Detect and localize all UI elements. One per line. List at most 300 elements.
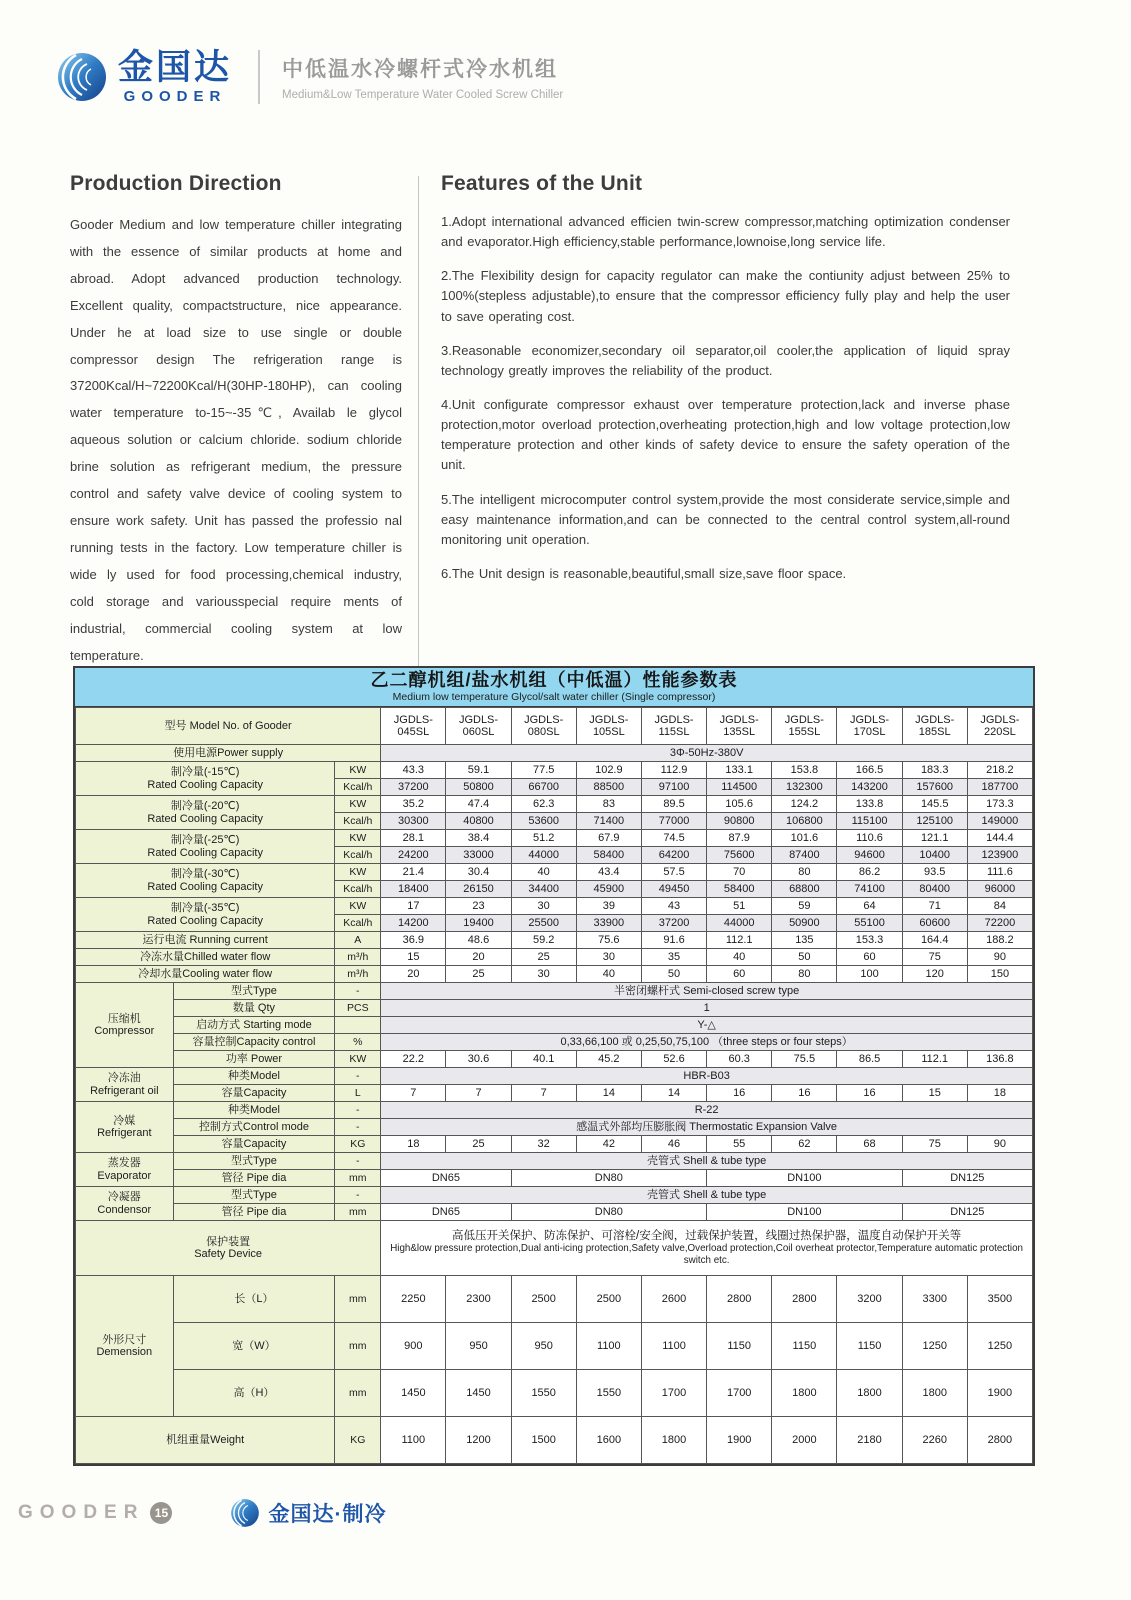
unit-cell: KW [335, 830, 381, 847]
production-heading: Production Direction [70, 172, 282, 195]
value-cell: 145.5 [902, 796, 967, 813]
table-row [76, 1085, 1033, 1102]
sub-label-cell: 型式Type [173, 1153, 335, 1170]
table-row [76, 1068, 1033, 1085]
value-cell: 45900 [576, 881, 641, 898]
sub-label-cell: 宽（W） [173, 1323, 335, 1370]
value-cell: 1100 [641, 1323, 706, 1370]
feature-item: 3.Reasonable economizer,secondary oil separator,oil cooler,the application of liquid spray technology greatly improves the reliability of the product. [441, 342, 1010, 378]
value-cell: 30300 [381, 813, 446, 830]
value-cell: 52.6 [641, 1051, 706, 1068]
page-header [56, 50, 563, 105]
footer-gooder-text: GOODER [18, 1502, 145, 1523]
value-cell: 136.8 [967, 1051, 1032, 1068]
value-cell: 150 [967, 966, 1032, 983]
value-cell: 1200 [446, 1417, 511, 1464]
value-cell: 16 [772, 1085, 837, 1102]
value-cell: 1100 [576, 1323, 641, 1370]
value-cell: 40 [707, 949, 772, 966]
unit-cell: mm [335, 1276, 381, 1323]
value-cell: 87.9 [707, 830, 772, 847]
unit-cell: L [335, 1085, 381, 1102]
value-cell: 34400 [511, 881, 576, 898]
value-cell: 115100 [837, 813, 902, 830]
value-cell: 121.1 [902, 830, 967, 847]
product-title-cn: 中低温水冷螺杆式冷水机组 [282, 58, 559, 82]
product-title-en: Medium&Low Temperature Water Cooled Screw Chiller [282, 89, 564, 102]
value-cell: 83 [576, 796, 641, 813]
table-row [76, 1000, 1033, 1017]
value-cell: 14 [576, 1085, 641, 1102]
value-cell: 91.6 [641, 932, 706, 949]
value-cell: 1550 [576, 1370, 641, 1417]
value-cell: 101.6 [772, 830, 837, 847]
features-heading: Features of the Unit [441, 172, 643, 195]
sub-label-cell: 控制方式Control mode [173, 1119, 335, 1136]
sub-label-cell: 型式Type [173, 1187, 335, 1204]
group-label-cell: 冷媒 Refrigerant [76, 1102, 174, 1153]
brand-name-en: GOODER [123, 87, 227, 105]
value-cell: 1500 [511, 1417, 576, 1464]
value-cell: 90 [967, 949, 1032, 966]
value-cell: DN100 [707, 1170, 903, 1187]
unit-cell: % [335, 1034, 381, 1051]
value-cell: 40.1 [511, 1051, 576, 1068]
value-cell: 900 [381, 1323, 446, 1370]
sub-label-cell: 启动方式 Starting mode [173, 1017, 335, 1034]
page-number-badge: 15 [150, 1502, 172, 1524]
table-row [76, 1323, 1033, 1370]
value-cell: 55100 [837, 915, 902, 932]
value-cell: 40800 [446, 813, 511, 830]
value-cell: 75.6 [576, 932, 641, 949]
sub-label-cell: 种类Model [173, 1102, 335, 1119]
value-cell: 112.1 [902, 1051, 967, 1068]
value-cell: 60 [837, 949, 902, 966]
gooder-globe-icon [230, 1498, 260, 1528]
value-cell: 90800 [707, 813, 772, 830]
value-cell: 133.8 [837, 796, 902, 813]
value-cell: 1450 [381, 1370, 446, 1417]
spec-table-section [73, 666, 1035, 1466]
value-cell: 30.6 [446, 1051, 511, 1068]
value-cell: 3200 [837, 1276, 902, 1323]
value-cell: 75.5 [772, 1051, 837, 1068]
sub-label-cell: 管径 Pipe dia [173, 1170, 335, 1187]
table-row [76, 745, 1033, 762]
value-cell: 30 [511, 898, 576, 915]
value-cell: 1900 [967, 1370, 1032, 1417]
value-cell: R-22 [381, 1102, 1033, 1119]
value-cell: 1700 [707, 1370, 772, 1417]
value-cell: DN80 [511, 1170, 707, 1187]
value-cell: 36.9 [381, 932, 446, 949]
sub-label-cell: 功率 Power [173, 1051, 335, 1068]
value-cell: 37200 [641, 915, 706, 932]
row-label-cell: 冷冻水量Chilled water flow [76, 949, 335, 966]
value-cell: 2800 [707, 1276, 772, 1323]
value-cell: 46 [641, 1136, 706, 1153]
value-cell: 59.1 [446, 762, 511, 779]
group-label-cell: 外形尺寸 Demension [76, 1276, 174, 1417]
value-cell: 40 [576, 966, 641, 983]
value-cell: DN125 [902, 1204, 1032, 1221]
table-row [76, 966, 1033, 983]
model-header-cell: JGDLS- 170SL [837, 708, 902, 745]
model-header-cell: JGDLS- 045SL [381, 708, 446, 745]
feature-item: 1.Adopt international advanced efficien twin-screw compressor,matching optimization condenser and evaporator.High efficiency,stable performance,lownoise,long service life. [441, 214, 1010, 250]
unit-cell: Kcal/h [335, 881, 381, 898]
value-cell: DN125 [902, 1170, 1032, 1187]
value-cell: 22.2 [381, 1051, 446, 1068]
table-row [76, 983, 1033, 1000]
value-cell: 1900 [707, 1417, 772, 1464]
value-cell: 90 [967, 1136, 1032, 1153]
value-cell: 1150 [707, 1323, 772, 1370]
value-cell: 18 [381, 1136, 446, 1153]
table-row [76, 1051, 1033, 1068]
value-cell: 7 [511, 1085, 576, 1102]
value-cell: 71 [902, 898, 967, 915]
value-cell: 86.2 [837, 864, 902, 881]
sub-label-cell: 容量Capacity [173, 1136, 335, 1153]
value-cell: 15 [902, 1085, 967, 1102]
unit-cell: KW [335, 898, 381, 915]
value-cell: 74100 [837, 881, 902, 898]
value-cell: 2180 [837, 1417, 902, 1464]
value-cell: 88500 [576, 779, 641, 796]
row-label-cell: 制冷量(-30℃) Rated Cooling Capacity [76, 864, 335, 898]
feature-item: 6.The Unit design is reasonable,beautiful,small size,save floor space. [441, 565, 847, 581]
group-label-cell: 压缩机 Compressor [76, 983, 174, 1068]
row-label-cell: 制冷量(-15℃) Rated Cooling Capacity [76, 762, 335, 796]
unit-cell: KG [335, 1136, 381, 1153]
unit-cell: Kcal/h [335, 915, 381, 932]
value-cell: 74.5 [641, 830, 706, 847]
table-row [76, 1204, 1033, 1221]
feature-item: 4.Unit configurate compressor exhaust over temperature protection,lack and inverse phase protection,motor overload protection,overheating protection,high and low voltage protection,low temperature protection and other kinds of safety device to ensure the safety operation of the unit. [441, 396, 1010, 473]
unit-cell: KG [335, 1417, 381, 1464]
value-cell: 1100 [381, 1417, 446, 1464]
value-cell: 105.6 [707, 796, 772, 813]
value-cell: 149000 [967, 813, 1032, 830]
table-row [76, 898, 1033, 915]
value-cell: 18400 [381, 881, 446, 898]
model-header-cell: JGDLS- 060SL [446, 708, 511, 745]
value-cell: 35 [641, 949, 706, 966]
intro-columns [70, 172, 1010, 669]
spec-table [75, 707, 1033, 1464]
value-cell: 23 [446, 898, 511, 915]
value-cell: 49450 [641, 881, 706, 898]
value-cell: 50 [641, 966, 706, 983]
value-cell: 壳管式 Shell & tube type [381, 1187, 1033, 1204]
table-row [76, 864, 1033, 881]
table-row [76, 1017, 1033, 1034]
value-cell: 106800 [772, 813, 837, 830]
value-cell: 100 [837, 966, 902, 983]
group-label-cell: 保护装置 Safety Device [76, 1221, 381, 1276]
value-cell: 33900 [576, 915, 641, 932]
value-cell: 123900 [967, 847, 1032, 864]
value-cell: 72200 [967, 915, 1032, 932]
unit-cell: Kcal/h [335, 813, 381, 830]
row-label-cell: 机组重量Weight [76, 1417, 335, 1464]
value-cell: 43.3 [381, 762, 446, 779]
model-header-cell: JGDLS- 105SL [576, 708, 641, 745]
value-cell: 43.4 [576, 864, 641, 881]
value-cell: 42 [576, 1136, 641, 1153]
table-row [76, 796, 1033, 813]
value-cell: 1550 [511, 1370, 576, 1417]
value-cell: 1150 [772, 1323, 837, 1370]
spec-table-body [76, 708, 1033, 1464]
feature-item: 2.The Flexibility design for capacity regulator can make the contiunity adjust between 25% to 100%(stepless adjustable),to ensure that the compressor efficiency fully play and help the user to save operating cost. [441, 268, 1010, 324]
spec-table-title-cn: 乙二醇机组/盐水机组（中低温）性能参数表 [370, 670, 738, 690]
value-cell: 135 [772, 932, 837, 949]
value-cell: 57.5 [641, 864, 706, 881]
value-cell: 1250 [902, 1323, 967, 1370]
value-cell: 75 [902, 1136, 967, 1153]
value-cell: 2600 [641, 1276, 706, 1323]
value-cell: 10400 [902, 847, 967, 864]
value-cell: 68 [837, 1136, 902, 1153]
row-label-cell: 制冷量(-25℃) Rated Cooling Capacity [76, 830, 335, 864]
value-cell: 1150 [837, 1323, 902, 1370]
value-cell: 51 [707, 898, 772, 915]
value-cell: 2260 [902, 1417, 967, 1464]
table-row [76, 1153, 1033, 1170]
value-cell: 133.1 [707, 762, 772, 779]
value-cell: 60 [707, 966, 772, 983]
value-cell: 1800 [641, 1417, 706, 1464]
value-cell: 21.4 [381, 864, 446, 881]
value-cell: 164.4 [902, 932, 967, 949]
row-label-cell: 使用电源Power supply [76, 745, 381, 762]
value-cell: 153.3 [837, 932, 902, 949]
value-cell: 51.2 [511, 830, 576, 847]
value-cell: 18 [967, 1085, 1032, 1102]
value-cell: 2500 [511, 1276, 576, 1323]
model-header-cell: JGDLS- 080SL [511, 708, 576, 745]
value-cell: DN100 [707, 1204, 903, 1221]
value-cell: 89.5 [641, 796, 706, 813]
value-cell: 50800 [446, 779, 511, 796]
value-cell: 55 [707, 1136, 772, 1153]
value-cell: 3300 [902, 1276, 967, 1323]
value-cell: 30 [576, 949, 641, 966]
table-row [76, 949, 1033, 966]
value-cell: 67.9 [576, 830, 641, 847]
table-row [76, 1417, 1033, 1464]
value-cell: 60600 [902, 915, 967, 932]
value-cell: 32 [511, 1136, 576, 1153]
value-cell: 64200 [641, 847, 706, 864]
model-header-cell: JGDLS- 155SL [772, 708, 837, 745]
row-label-cell: 制冷量(-20℃) Rated Cooling Capacity [76, 796, 335, 830]
model-header-cell: JGDLS- 115SL [641, 708, 706, 745]
brand-name-cn: 金国达 [118, 48, 233, 87]
value-cell: DN65 [381, 1170, 511, 1187]
value-cell: 75600 [707, 847, 772, 864]
model-header-cell: JGDLS- 185SL [902, 708, 967, 745]
value-cell: 68800 [772, 881, 837, 898]
value-cell: 25 [446, 966, 511, 983]
value-cell: 125100 [902, 813, 967, 830]
value-cell: 33000 [446, 847, 511, 864]
spec-table-title [75, 668, 1033, 707]
unit-cell: PCS [335, 1000, 381, 1017]
value-cell: 38.4 [446, 830, 511, 847]
value-cell: 120 [902, 966, 967, 983]
value-cell: 14200 [381, 915, 446, 932]
table-row [76, 1187, 1033, 1204]
value-cell: 80400 [902, 881, 967, 898]
value-cell: 30 [511, 966, 576, 983]
features-section [441, 172, 1010, 669]
sub-label-cell: 种类Model [173, 1068, 335, 1085]
value-cell: 17 [381, 898, 446, 915]
model-header-cell: JGDLS- 220SL [967, 708, 1032, 745]
group-label-cell: 蒸发器 Evaporator [76, 1153, 174, 1187]
value-cell: 111.6 [967, 864, 1032, 881]
product-title-block [282, 53, 563, 101]
unit-cell: mm [335, 1370, 381, 1417]
value-cell: 132300 [772, 779, 837, 796]
value-cell: DN80 [511, 1204, 707, 1221]
value-cell: 59.2 [511, 932, 576, 949]
spec-table-title-en: Medium low temperature Glycol/salt water chiller (Single compressor) [392, 690, 716, 703]
value-cell: 58400 [576, 847, 641, 864]
value-cell: 153.8 [772, 762, 837, 779]
value-cell: 70 [707, 864, 772, 881]
unit-cell: - [335, 1102, 381, 1119]
value-cell: 7 [446, 1085, 511, 1102]
value-cell: 112.1 [707, 932, 772, 949]
feature-item: 5.The intelligent microcomputer control system,provide the most considerate service,simple and easy maintenance information,and can be connected to the central control system,all-round monitoring unit operation. [441, 491, 1010, 547]
value-cell: 77.5 [511, 762, 576, 779]
gooder-globe-icon [56, 51, 108, 103]
unit-cell: KW [335, 762, 381, 779]
header-divider [258, 50, 260, 104]
value-cell: 97100 [641, 779, 706, 796]
unit-cell: - [335, 1119, 381, 1136]
value-cell: 143200 [837, 779, 902, 796]
row-label-cell: 冷却水量Cooling water flow [76, 966, 335, 983]
value-cell: 173.3 [967, 796, 1032, 813]
value-cell: 19400 [446, 915, 511, 932]
value-cell: 157600 [902, 779, 967, 796]
value-cell: 80 [772, 864, 837, 881]
value-cell: 1600 [576, 1417, 641, 1464]
value-cell: 47.4 [446, 796, 511, 813]
unit-cell: - [335, 1153, 381, 1170]
value-cell: 16 [707, 1085, 772, 1102]
value-cell: 2000 [772, 1417, 837, 1464]
row-label-cell: 制冷量(-35℃) Rated Cooling Capacity [76, 898, 335, 932]
table-row [76, 1119, 1033, 1136]
unit-cell: KW [335, 864, 381, 881]
value-cell: 950 [446, 1323, 511, 1370]
unit-cell: m³/h [335, 966, 381, 983]
value-cell: 102.9 [576, 762, 641, 779]
unit-cell: KW [335, 1051, 381, 1068]
unit-cell: - [335, 983, 381, 1000]
value-cell: Y-△ [381, 1017, 1033, 1034]
sub-label-cell: 型式Type [173, 983, 335, 1000]
sub-label-cell: 容量控制Capacity control [173, 1034, 335, 1051]
model-label-cell: 型号 Model No. of Gooder [76, 708, 381, 745]
value-cell: 39 [576, 898, 641, 915]
sub-label-cell: 数量 Qty [173, 1000, 335, 1017]
value-cell: 80 [772, 966, 837, 983]
value-cell: 1800 [772, 1370, 837, 1417]
value-cell: 20 [381, 966, 446, 983]
production-body: Gooder Medium and low temperature chiller integrating with the essence of similar products at home and abroad. Adopt advanced production technology. Excellent quality, compactstructure, nice appearance. Under he at load size to use single or double compressor design The refrigeration range is 37200Kcal/H~72200Kcal/H(30HP-180HP), can cooling water temperature to-15~-35℃, Availab le glycol aqueous solution or calcium chloride. sodium chloride brine solution as refrigerant medium, the pressure control and safety valve device of cooling system to ensure work safety. Unit has passed the professio nal running tests in the factory. Low temperature chiller is wide ly used for food processing,chemical industry, cold storage and variousspecial require ments of industrial, commercial cooling system at low temperature. [70, 217, 402, 663]
value-cell: 87400 [772, 847, 837, 864]
value-cell: 144.4 [967, 830, 1032, 847]
value-cell: 77000 [641, 813, 706, 830]
value-cell: 84 [967, 898, 1032, 915]
table-row [76, 708, 1033, 745]
value-cell: 1250 [967, 1323, 1032, 1370]
value-cell: 114500 [707, 779, 772, 796]
value-cell: 950 [511, 1323, 576, 1370]
unit-cell [335, 1017, 381, 1034]
value-cell: 59 [772, 898, 837, 915]
value-cell: 60.3 [707, 1051, 772, 1068]
unit-cell: KW [335, 796, 381, 813]
value-cell: 40 [511, 864, 576, 881]
value-cell: 50900 [772, 915, 837, 932]
unit-cell: Kcal/h [335, 779, 381, 796]
value-cell: 半密闭螺杆式 Semi-closed screw type [381, 983, 1033, 1000]
value-cell: 62.3 [511, 796, 576, 813]
value-cell: 20 [446, 949, 511, 966]
table-row [76, 1221, 1033, 1276]
value-cell: 58400 [707, 881, 772, 898]
value-cell: 14 [641, 1085, 706, 1102]
row-label-cell: 运行电流 Running current [76, 932, 335, 949]
value-cell: 感温式外部均压膨胀阀 Thermostatic Expansion Valve [381, 1119, 1033, 1136]
value-cell: 62 [772, 1136, 837, 1153]
value-cell: 24200 [381, 847, 446, 864]
value-cell: 93.5 [902, 864, 967, 881]
value-cell: 110.6 [837, 830, 902, 847]
value-cell: 96000 [967, 881, 1032, 898]
value-cell: 1450 [446, 1370, 511, 1417]
value-cell: 2250 [381, 1276, 446, 1323]
unit-cell: Kcal/h [335, 847, 381, 864]
group-label-cell: 冷冻油 Refrigerant oil [76, 1068, 174, 1102]
value-cell: 124.2 [772, 796, 837, 813]
sub-label-cell: 高（H） [173, 1370, 335, 1417]
unit-cell: - [335, 1068, 381, 1085]
value-cell: 30.4 [446, 864, 511, 881]
value-cell: 50 [772, 949, 837, 966]
value-cell: 44000 [707, 915, 772, 932]
value-cell: 86.5 [837, 1051, 902, 1068]
value-cell: 25 [446, 1136, 511, 1153]
value-cell: 7 [381, 1085, 446, 1102]
table-row [76, 830, 1033, 847]
value-cell: 2300 [446, 1276, 511, 1323]
value-cell: 16 [837, 1085, 902, 1102]
table-row [76, 762, 1033, 779]
value-cell: 183.3 [902, 762, 967, 779]
table-row [76, 1370, 1033, 1417]
model-header-cell: JGDLS- 135SL [707, 708, 772, 745]
